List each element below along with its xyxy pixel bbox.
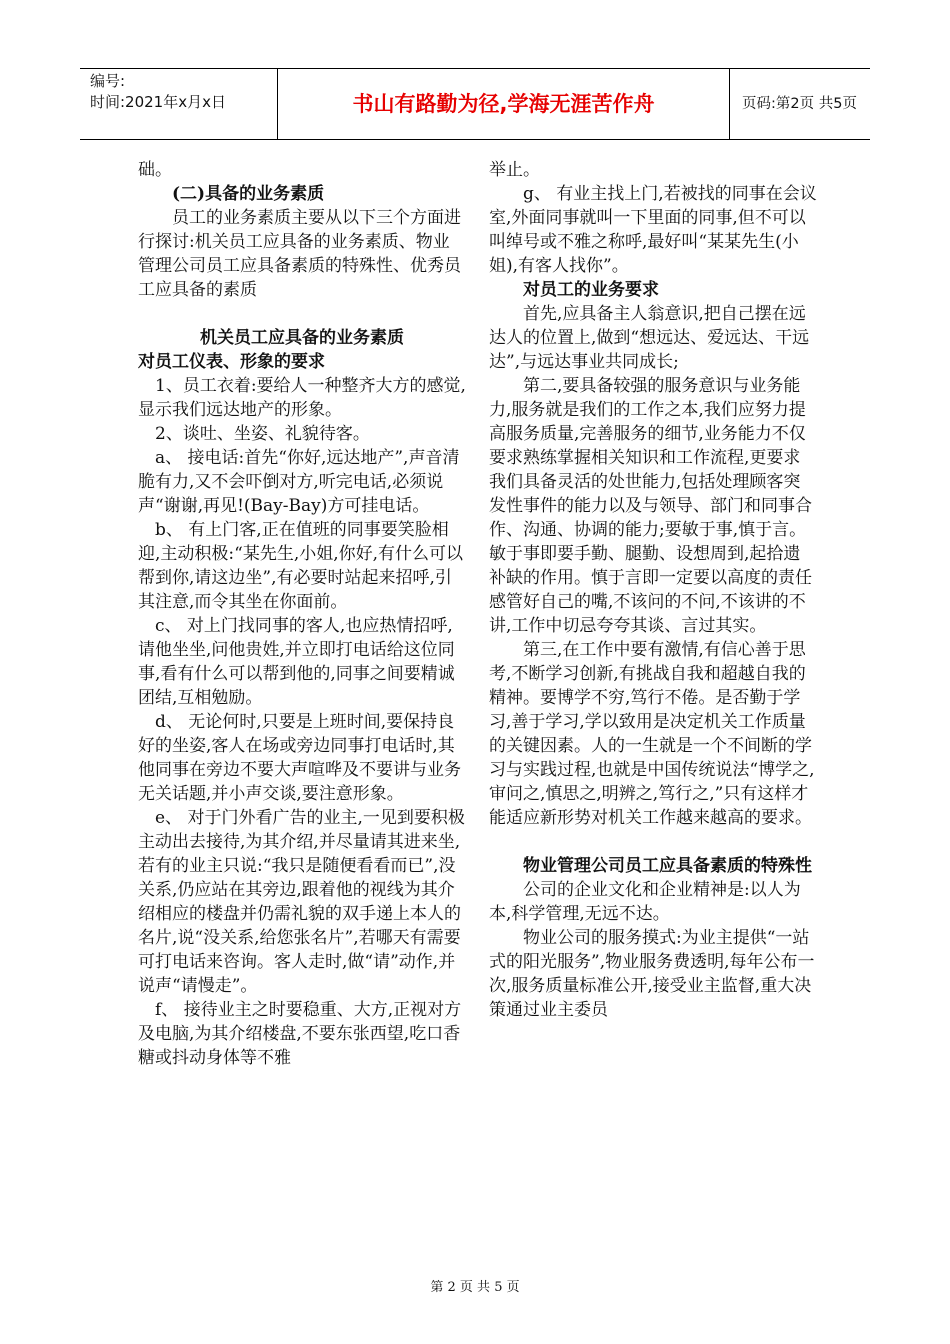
page-header <box>80 68 870 140</box>
paragraph: 础。 <box>138 160 172 180</box>
section-heading: 物业管理公司员工应具备素质的特殊性 <box>523 856 812 876</box>
paragraph: c、 对上门找同事的客人,也应热情招呼,请他坐坐,问他贵姓,并立即打电话给这位同事,看有什么可以帮到他的,同事之间要精诚团结,互相勉励。 <box>138 616 455 708</box>
page-footer: 第 2 页 共 5 页 <box>430 1280 520 1295</box>
paragraph: f、 接待业主之时要稳重、大方,正视对方及电脑,为其介绍楼盘,不要东张西望,吃口香糖或抖动身体等不雅 <box>138 1000 462 1068</box>
paragraph: 员工的业务素质主要从以下三个方面进行探讨:机关员工应具备的业务素质、物业管理公司员工应具备素质的特殊性、优秀员工应具备的素质 <box>138 208 461 300</box>
paragraph: 第三,在工作中要有激情,有信心善于思考,不断学习创新,有挑战自我和超越自我的精神。要博学不穷,笃行不倦。是否勤于学习,善于学习,学以致用是决定机关工作质量的关键因素。人的一生就是一个不间断的学习与实践过程,也就是中国传统说法“博学之,审问之,慎思之,明辨之,笃行之,”只有这样才能适应新形势对机关工作越来越高的要求。 <box>489 640 815 828</box>
paragraph: 公司的企业文化和企业精神是:以人为本,科学管理,无远不达。 <box>489 880 801 924</box>
paragraph: 2、谈吐、坐姿、礼貌待客。 <box>155 424 370 444</box>
right-column <box>489 158 817 1022</box>
document-time-label: 时间:2021年x月x日 <box>90 93 226 111</box>
document-number-label: 编号: <box>90 72 126 90</box>
paragraph: g、 有业主找上门,若被找的同事在会议室,外面同事就叫一下里面的同事,但不可以叫绰号或不雅之称呼,最好叫“某某先生(小姐),有客人找你”。 <box>489 184 817 276</box>
paragraph: 物业公司的服务摸式:为业主提供“一站式的阳光服务”,物业服务费透明,每年公布一次,服务质量标准公开,接受业主监督,重大决策通过业主委员 <box>489 928 815 1020</box>
paragraph: a、 接电话:首先“你好,远达地产”,声音清脆有力,又不会吓倒对方,听完电话,必须说声“谢谢,再见!(Bay-Bay)方可挂电话。 <box>138 448 460 516</box>
paragraph: 举止。 <box>489 160 540 180</box>
header-motto: 书山有路勤为径,学海无涯苦作舟 <box>278 69 730 139</box>
paragraph: b、 有上门客,正在值班的同事要笑脸相迎,主动积极:“某先生,小姐,你好,有什么可以帮到你,请这边坐”,有必要时站起来招呼,引其注意,而令其坐在你面前。 <box>138 520 464 612</box>
section-heading: 对员工的业务要求 <box>523 280 659 300</box>
left-column <box>138 158 466 1070</box>
section-heading: 机关员工应具备的业务素质 <box>200 328 404 348</box>
paragraph: 首先,应具备主人翁意识,把自己摆在远达人的位置上,做到“想远达、爱远达、干远达”,与远达事业共同成长; <box>489 304 810 372</box>
paragraph: d、 无论何时,只要是上班时间,要保持良好的坐姿,客人在场或旁边同事打电话时,其他同事在旁边不要大声喧哗及不要讲与业务无关话题,并小声交谈,要注意形象。 <box>138 712 461 804</box>
paragraph: 第二,要具备较强的服务意识与业务能力,服务就是我们的工作之本,我们应努力提高服务质量,完善服务的细节,业务能力不仅要求熟练掌握相关知识和工作流程,更要求我们具备灵活的处世能力,包括处理顾客突发性事件的能力以及与领导、部门和同事合作、沟通、协调的能力;要敏于事,慎于言。敏于事即要手勤、腿勤、设想周到,起拾遗补缺的作用。慎于言即一定要以高度的责任感管好自己的嘴,不该问的不问,不该讲的不讲,工作中切忌夸夸其谈、言过其实。 <box>489 376 812 636</box>
paragraph: 1、员工衣着:要给人一种整齐大方的感觉,显示我们远达地产的形象。 <box>138 376 466 420</box>
section-heading: (二)具备的业务素质 <box>172 184 325 204</box>
header-meta <box>80 69 278 139</box>
section-heading: 对员工仪表、形象的要求 <box>138 352 325 372</box>
paragraph: e、 对于门外看广告的业主,一见到要积极主动出去接待,为其介绍,并尽量请其进来坐,若有的业主只说:“我只是随便看看而已”,没关系,仍应站在其旁边,跟着他的视线为其介绍相应的楼盘并仍需礼貌的双手递上本人的名片,说“没关系,给您张名片”,若哪天有需要可打电话来咨询。客人走时,做“请”动作,并说声“请慢走”。 <box>138 808 465 996</box>
header-page-code: 页码:第2页 共5页 <box>742 96 857 112</box>
